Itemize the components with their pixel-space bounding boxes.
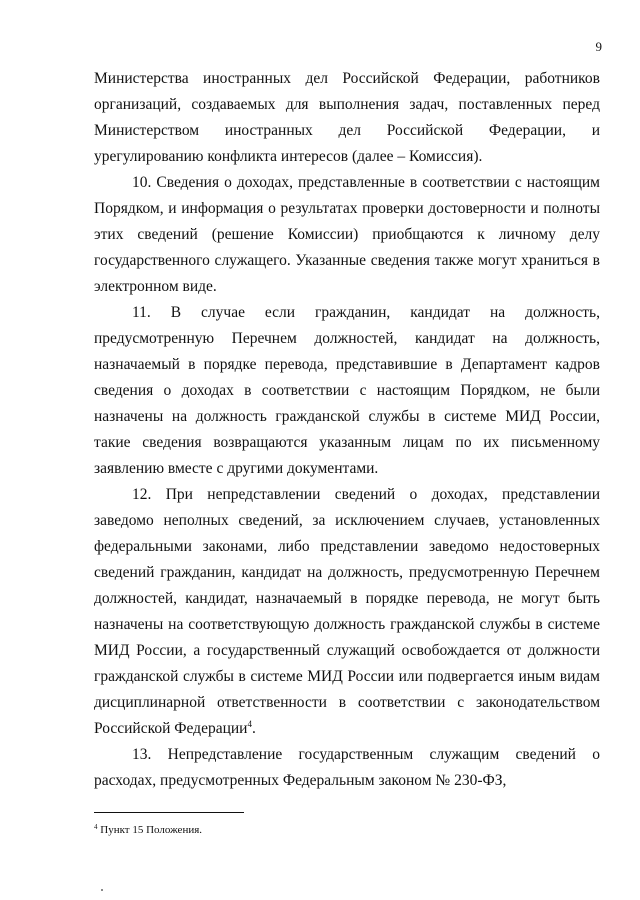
footnote-separator bbox=[94, 812, 244, 813]
paragraph-12 bbox=[94, 482, 600, 742]
footnote-text: Пункт 15 Положения. bbox=[100, 824, 203, 836]
paragraph-10 bbox=[94, 170, 600, 300]
footnote-reference: 4 bbox=[247, 719, 252, 729]
footnote-number: 4 bbox=[94, 823, 98, 831]
paragraph-text: 12. При непредставлении сведений о доходах, представлении заведомо неполных сведений, за исключением случаев, установленных федеральными законами, либо представлении заведомо недостоверных сведений гражданин, кандидат на должность, предусмотренную Перечнем должностей, кандидат, назначаемый в порядке перевода, не могут быть назначены на соответствующую должность гражданской службы в системе МИД России, а государственный служащий освобождается от должности гражданской службы в системе МИД России или подвергается иным видам дисциплинарной ответственности в соответствии с законодательством Российской Федерации bbox=[94, 486, 600, 737]
body-text bbox=[94, 66, 600, 794]
paragraph-text: 10. Сведения о доходах, представленные в соответствии с настоящим Порядком, и информация о результатах проверки достоверности и полноты этих сведений (решение Комиссии) приобщаются к личному делу государственного служащего. Указанные сведения также могут храниться в электронном виде. bbox=[94, 174, 600, 295]
paragraph-continuation bbox=[94, 66, 600, 170]
paragraph-ending: . bbox=[251, 720, 256, 737]
footnote bbox=[94, 823, 600, 837]
scan-speck bbox=[101, 889, 103, 891]
paragraph-text: 13. Непредставление государственным служащим сведений о расходах, предусмотренных Федеральным законом № 230-ФЗ, bbox=[94, 746, 600, 789]
paragraph-11 bbox=[94, 300, 600, 482]
page-number: 9 bbox=[595, 39, 602, 54]
paragraph-text: Министерства иностранных дел Российской Федерации, работников организаций, создаваемых для выполнения задач, поставленных перед Министерством иностранных дел Российской Федерации, и урегулированию конфликта интересов (далее – Комиссия). bbox=[94, 70, 600, 165]
paragraph-text: 11. В случае если гражданин, кандидат на должность, предусмотренную Перечнем должностей, кандидат на должность, назначаемый в порядке перевода, представившие в Департамент кадров сведения о доходах в соответствии с настоящим Порядком, не были назначены на должность гражданской службы в системе МИД России, такие сведения возвращаются указанным лицам по их письменному заявлению вместе с другими документами. bbox=[94, 304, 600, 477]
paragraph-13 bbox=[94, 742, 600, 794]
